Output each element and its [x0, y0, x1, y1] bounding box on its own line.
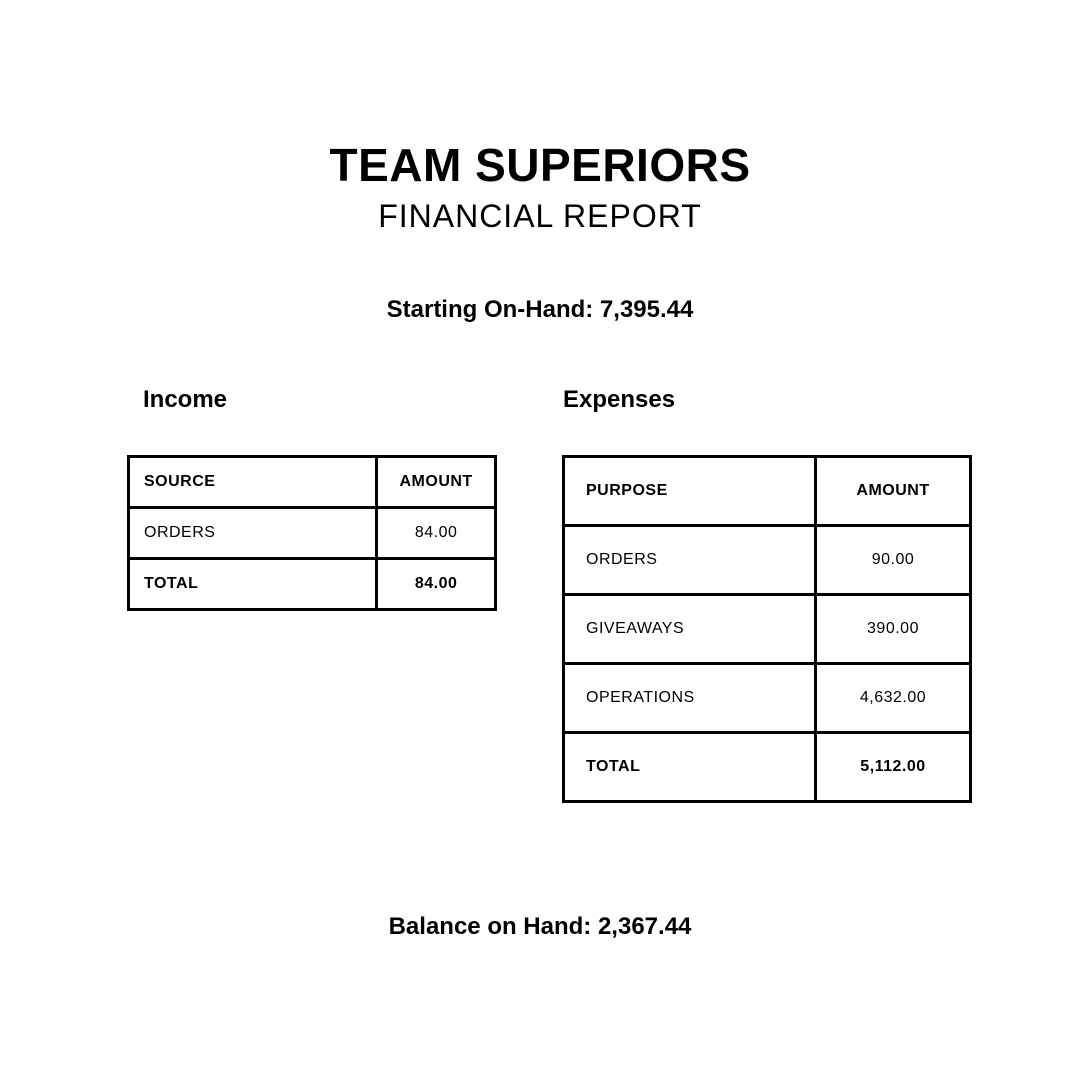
starting-on-hand: Starting On-Hand: 7,395.44 [386, 296, 694, 323]
table-row [564, 664, 971, 733]
income-total-row [129, 559, 496, 610]
expenses-total-label: TOTAL [564, 733, 816, 802]
expenses-purpose-cell: OPERATIONS [564, 664, 816, 733]
table-row [564, 595, 971, 664]
income-total-amount: 84.00 [377, 559, 496, 610]
income-amount-header: AMOUNT [377, 457, 496, 508]
income-table [127, 455, 497, 611]
expenses-purpose-cell: GIVEAWAYS [564, 595, 816, 664]
expenses-amount-cell: 4,632.00 [816, 664, 971, 733]
expenses-amount-cell: 90.00 [816, 526, 971, 595]
expenses-table [562, 455, 972, 803]
income-total-label: TOTAL [129, 559, 377, 610]
expenses-purpose-cell: ORDERS [564, 526, 816, 595]
income-source-cell: ORDERS [129, 508, 377, 559]
expenses-amount-header: AMOUNT [816, 457, 971, 526]
expenses-total-amount: 5,112.00 [816, 733, 971, 802]
income-amount-cell: 84.00 [377, 508, 496, 559]
balance-on-hand: Balance on Hand: 2,367.44 [388, 913, 692, 940]
income-header-row [129, 457, 496, 508]
expenses-purpose-header: PURPOSE [564, 457, 816, 526]
income-heading: Income [143, 386, 228, 413]
report-title: TEAM SUPERIORS [329, 139, 751, 191]
expenses-total-row [564, 733, 971, 802]
expenses-header-row [564, 457, 971, 526]
table-row [564, 526, 971, 595]
expenses-heading: Expenses [563, 386, 676, 413]
report-subtitle: FINANCIAL REPORT [378, 198, 702, 234]
table-row [129, 508, 496, 559]
income-source-header: SOURCE [129, 457, 377, 508]
expenses-amount-cell: 390.00 [816, 595, 971, 664]
